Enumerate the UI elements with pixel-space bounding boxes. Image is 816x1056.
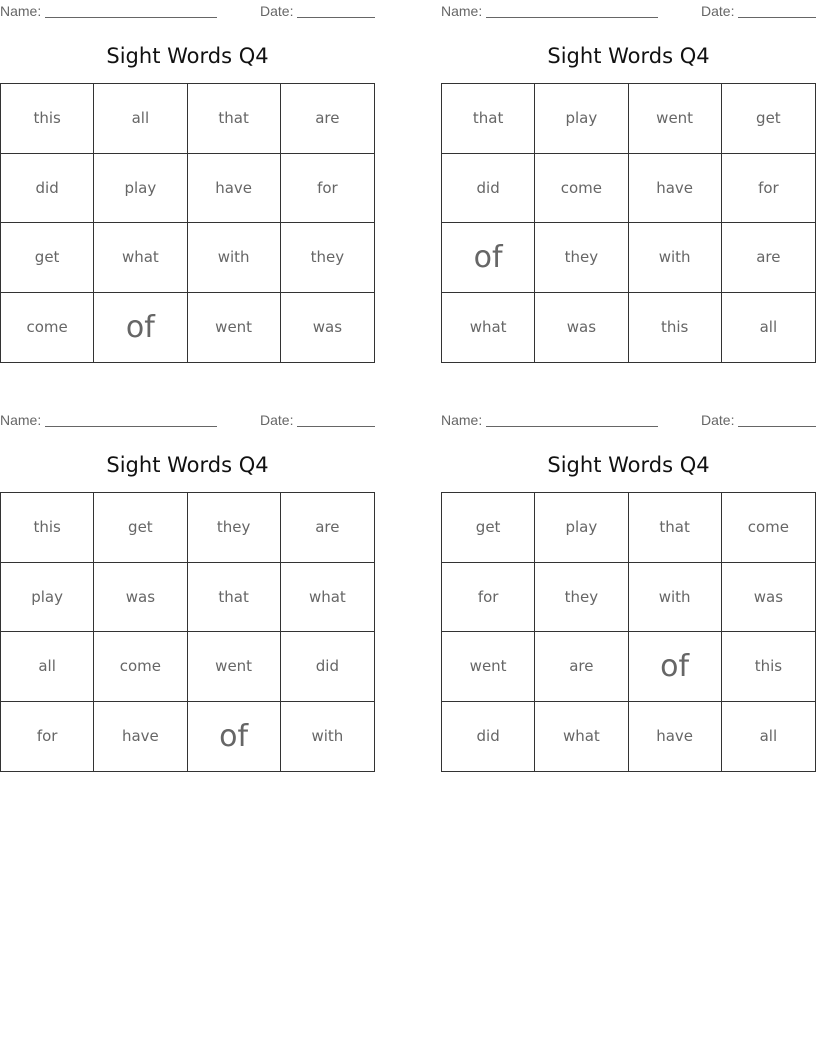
grid-cell: have — [94, 702, 187, 772]
grid-cell: come — [94, 632, 187, 702]
grid-cell: did — [442, 154, 535, 224]
grid-cell: are — [281, 493, 374, 563]
grid-cell: what — [535, 702, 628, 772]
name-blank-line[interactable] — [486, 426, 658, 427]
bingo-card — [0, 0, 375, 372]
grid-cell: play — [1, 563, 94, 633]
grid-cell: of — [94, 293, 187, 363]
grid-cell: they — [281, 223, 374, 293]
grid-cell: did — [1, 154, 94, 224]
word-grid — [0, 492, 375, 772]
grid-cell: went — [188, 293, 281, 363]
grid-cell: did — [442, 702, 535, 772]
grid-cell: that — [629, 493, 722, 563]
grid-cell: what — [94, 223, 187, 293]
grid-cell: for — [722, 154, 815, 224]
grid-cell: this — [1, 84, 94, 154]
grid-cell: this — [722, 632, 815, 702]
grid-cell: play — [94, 154, 187, 224]
grid-cell: what — [442, 293, 535, 363]
card-title: Sight Words Q4 — [547, 453, 710, 477]
card-title: Sight Words Q4 — [106, 44, 269, 68]
grid-cell: for — [442, 563, 535, 633]
grid-cell: get — [722, 84, 815, 154]
card-title: Sight Words Q4 — [106, 453, 269, 477]
grid-cell: they — [535, 223, 628, 293]
grid-cell: play — [535, 493, 628, 563]
name-label: Name: — [0, 412, 42, 428]
grid-cell: was — [312, 318, 343, 337]
grid-cell: of — [629, 632, 722, 702]
grid-cell: what — [281, 563, 374, 633]
name-date-row — [0, 412, 375, 428]
grid-cell: that — [442, 84, 535, 154]
date-blank-line[interactable] — [738, 17, 816, 18]
grid-cell: that — [188, 84, 281, 154]
grid-cell: are — [281, 84, 374, 154]
grid-cell: for — [281, 154, 374, 224]
grid-cell: get — [94, 493, 187, 563]
grid-cell: get — [1, 223, 94, 293]
word-grid — [441, 492, 816, 772]
grid-cell: have — [629, 154, 722, 224]
date-label: Date: — [701, 412, 735, 428]
bingo-card — [441, 409, 816, 781]
date-label: Date: — [260, 3, 294, 19]
grid-cell: have — [188, 154, 281, 224]
date-blank-line[interactable] — [297, 426, 375, 427]
date-blank-line[interactable] — [297, 17, 375, 18]
grid-cell: get — [442, 493, 535, 563]
grid-cell: with — [629, 563, 722, 633]
grid-cell: was — [722, 563, 815, 633]
word-grid — [441, 83, 816, 363]
name-label: Name: — [0, 3, 42, 19]
grid-cell: all — [1, 632, 94, 702]
word-grid — [0, 83, 375, 363]
name-date-row — [441, 3, 816, 19]
grid-cell: for — [1, 702, 94, 772]
grid-cell: with — [629, 223, 722, 293]
grid-cell: with — [311, 727, 344, 746]
grid-cell: of — [188, 702, 281, 772]
grid-cell: was — [94, 563, 187, 633]
grid-cell: come — [722, 493, 815, 563]
grid-cell: all — [94, 84, 187, 154]
grid-cell: are — [722, 223, 815, 293]
grid-cell: was — [535, 293, 628, 363]
grid-cell: did — [281, 632, 374, 702]
grid-cell: come — [1, 293, 94, 363]
name-blank-line[interactable] — [45, 426, 217, 427]
card-title: Sight Words Q4 — [547, 44, 710, 68]
grid-cell: they — [535, 563, 628, 633]
grid-cell: this — [629, 293, 722, 363]
bingo-card — [441, 0, 816, 372]
grid-cell: all — [759, 727, 778, 746]
bingo-card — [0, 409, 375, 781]
grid-cell: are — [535, 632, 628, 702]
date-blank-line[interactable] — [738, 426, 816, 427]
name-date-row — [0, 3, 375, 19]
grid-cell: this — [1, 493, 94, 563]
date-label: Date: — [260, 412, 294, 428]
grid-cell: went — [442, 632, 535, 702]
grid-cell: come — [535, 154, 628, 224]
name-label: Name: — [441, 412, 483, 428]
grid-cell: went — [188, 632, 281, 702]
grid-cell: with — [188, 223, 281, 293]
name-blank-line[interactable] — [45, 17, 217, 18]
grid-cell: play — [535, 84, 628, 154]
name-blank-line[interactable] — [486, 17, 658, 18]
grid-cell: have — [629, 702, 722, 772]
grid-cell: went — [629, 84, 722, 154]
name-date-row — [441, 412, 816, 428]
date-label: Date: — [701, 3, 735, 19]
name-label: Name: — [441, 3, 483, 19]
grid-cell: that — [188, 563, 281, 633]
grid-cell: of — [442, 223, 535, 293]
grid-cell: all — [759, 318, 778, 337]
grid-cell: they — [188, 493, 281, 563]
